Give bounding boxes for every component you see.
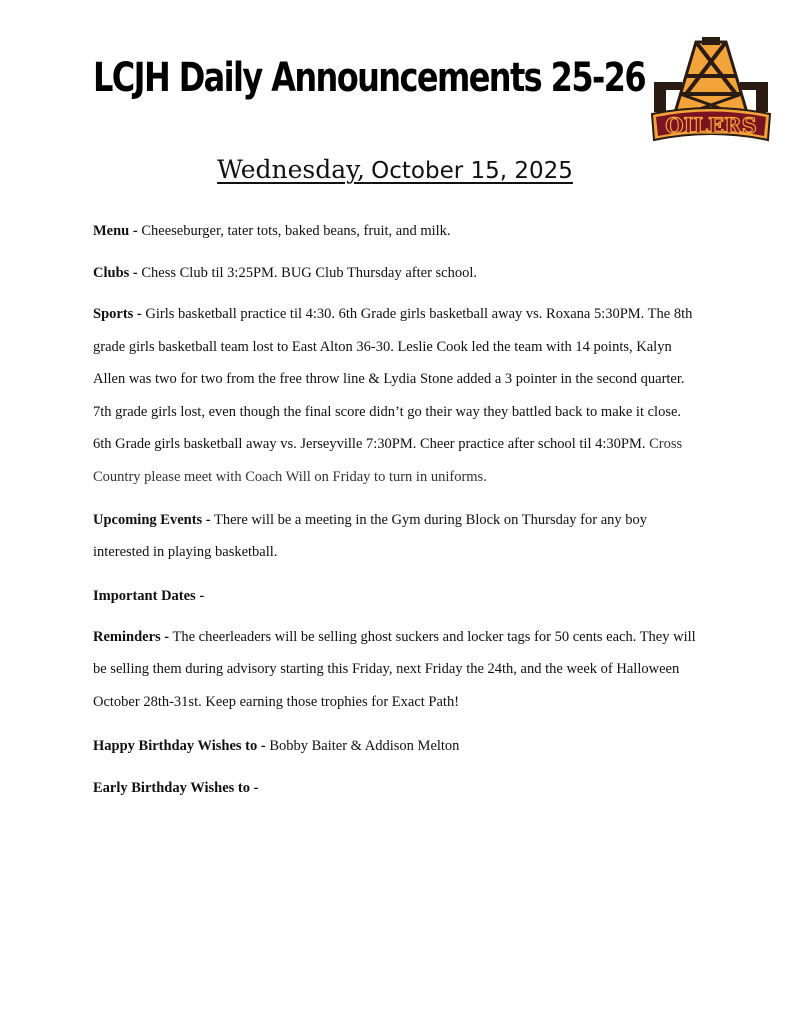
announcements-body bbox=[93, 214, 703, 813]
section-label: Clubs - bbox=[93, 265, 138, 281]
sports-section bbox=[93, 298, 703, 494]
section-text: Chess Club til 3:25PM. BUG Club Thursday after school. bbox=[141, 265, 478, 281]
reminders-section bbox=[93, 621, 703, 719]
section-text: There will be a meeting in the Gym during Block on Thursday for any boy interested in playing basketball. bbox=[93, 511, 648, 561]
date-weekday: Wednesday, bbox=[217, 155, 365, 184]
section-text-extra: Cross Country please meet with Coach Will on Friday to turn in uniforms. bbox=[93, 436, 683, 485]
section-text: Girls basketball practice til 4:30. 6th Grade girls basketball away vs. Roxana 5:30PM. The 8th grade girls basketball team lost to East Alton 36-30. Leslie Cook led the team with 14 points, Kalyn Allen was two for two from the free throw line & Lydia Stone added a 3 pointer in the second quarter. 7th grade girls lost, even though the final score didn’t go their way they battled back to make it close. 6th Grade girls basketball away vs. Jerseyville 7:30PM. Cheer practice after school til 4:30PM. bbox=[93, 306, 693, 453]
derrick-icon bbox=[654, 37, 768, 116]
section-label: Early Birthday Wishes to - bbox=[93, 779, 259, 796]
important-dates-section bbox=[93, 579, 703, 613]
section-label: Important Dates - bbox=[93, 587, 205, 604]
oilers-logo bbox=[650, 36, 772, 142]
menu-section bbox=[93, 214, 703, 248]
section-label: Sports - bbox=[93, 306, 142, 322]
section-label: Menu - bbox=[93, 223, 138, 239]
oilers-banner bbox=[652, 108, 770, 140]
upcoming-events-section bbox=[93, 504, 703, 569]
section-text: Cheeseburger, tater tots, baked beans, fruit, and milk. bbox=[141, 223, 451, 239]
early-birthday-section bbox=[93, 771, 703, 805]
section-label: Happy Birthday Wishes to - bbox=[93, 737, 266, 754]
section-text: Bobby Baiter & Addison Melton bbox=[269, 737, 460, 754]
clubs-section bbox=[93, 256, 703, 290]
section-text: The cheerleaders will be selling ghost suckers and locker tags for 50 cents each. They will be selling them during advisory starting this Friday, next Friday the 24th, and the week of Halloween October 28th-31st. Keep earning those trophies for Exact Path! bbox=[93, 628, 696, 710]
birthday-section bbox=[93, 729, 703, 763]
date-heading bbox=[0, 154, 790, 187]
svg-text:OILERS: OILERS bbox=[665, 113, 757, 138]
page-title: LCJH Daily Announcements 25-26 bbox=[93, 55, 645, 101]
section-label: Reminders - bbox=[93, 628, 170, 645]
date-month-day-year: October 15, 2025 bbox=[371, 158, 573, 184]
section-label: Upcoming Events - bbox=[93, 511, 211, 528]
